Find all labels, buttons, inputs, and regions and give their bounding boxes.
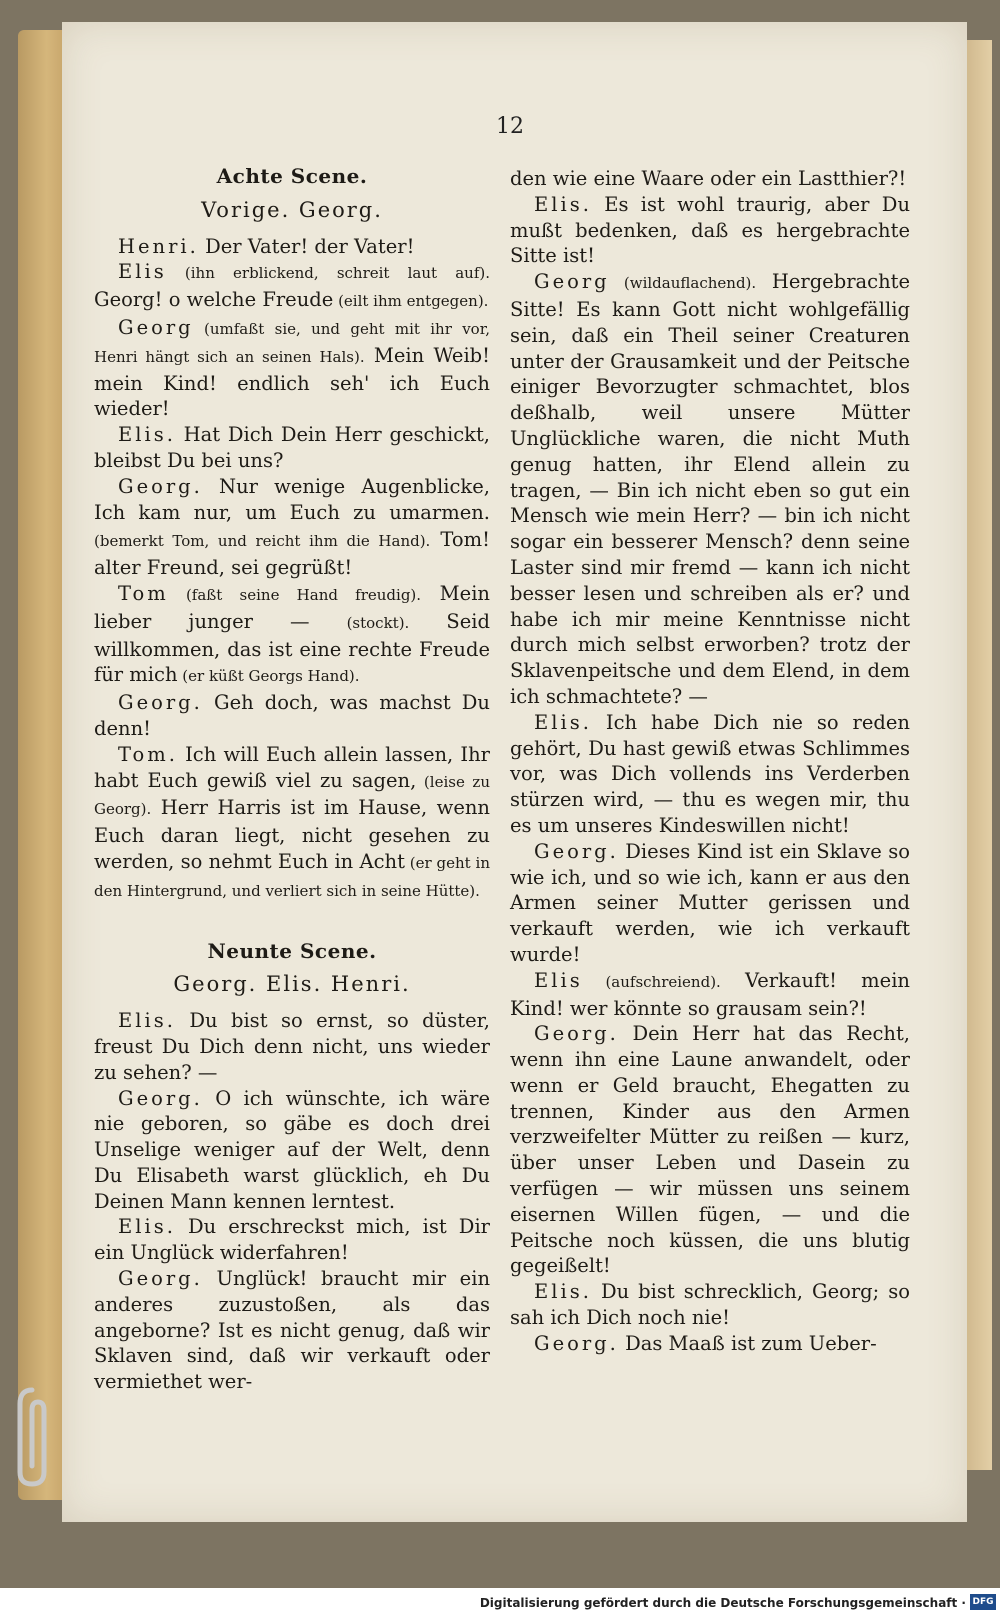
dialogue-line (510, 269, 910, 710)
dialogue-line (94, 581, 490, 690)
stage-direction: (leise zu Georg). (94, 772, 491, 819)
speaker-name: Georg. (118, 1086, 203, 1110)
stage-direction: (umfaßt sie, und geht mit ihr vor, Henri hängt sich an seinen Hals). (94, 319, 490, 366)
dialogue-text: Nur wenige Augenblicke, Ich kam nur, um Euch zu umarmen. (94, 474, 490, 524)
stage-direction: (eilt ihm entgegen). (333, 292, 489, 311)
speaker-name: Henri. (118, 234, 199, 258)
dialogue-text: Du erschreckst mich, ist Dir ein Unglück widerfahren! (94, 1215, 490, 1265)
scene-title: Neunte Scene. (207, 938, 377, 963)
dialogue-text: Du bist so ernst, so düster, freust Du Dich denn nicht, uns wieder zu sehen? — (94, 1009, 490, 1084)
stage-direction: (ihn erblickend, schreit laut auf). (166, 264, 490, 283)
dialogue-text: Verkauft! mein Kind! wer könnte so grausam sein?! (510, 968, 910, 1020)
scene-title: Achte Scene. (216, 164, 368, 188)
speaker-name: Georg. (534, 839, 619, 863)
dialogue-text: Dein Herr hat das Recht, wenn ihn eine Laune anwandelt, oder wenn er Geld braucht, Ehegatten zu trennen, Kinder aus den Armen verzweifelter Mütter zu reißen — kurz, über unser Leben und Dasein zu verfügen — wir müssen uns seinem eisernen Willen fügen, — und die Peitsche noch küssen, die uns blutig gegeißelt! (510, 1022, 910, 1278)
dialogue-text: Tom! alter Freund, sei gegrüßt! (94, 528, 490, 580)
speaker-name: Elis. (534, 192, 592, 216)
dialogue-text: Herr Harris ist im Hause, wenn Euch daran liegt, nicht gesehen zu werden, so nehmt Euch in Acht (94, 796, 490, 873)
stage-direction: (stockt). (346, 613, 410, 632)
dialogue-text: Geh doch, was machst Du denn! (94, 691, 490, 740)
right-column (510, 166, 910, 1357)
dialogue-block (510, 192, 910, 1357)
stage-direction: (er geht in den Hintergrund, und verliert sich in seine Hütte). (94, 853, 490, 900)
speaker-name: Elis. (534, 1280, 592, 1304)
speaker-name: Elis. (534, 710, 592, 734)
speaker-name: Georg (534, 270, 610, 294)
dialogue-line (510, 968, 910, 1022)
stage-direction: (wildauflachend). (609, 274, 757, 293)
dialogue-text: Hergebrachte Sitte! Es kann Gott nicht wohlgefällig sein, daß ein Theil seiner Creaturen unter der Grausamkeit und der Peitsche einiger Bevorzugter schmachtet, blos deßhalb, weil unsere Mütter Unglückliche waren, die nicht Muth genug hatten, ihr Elend allein zu tragen, — Bin ich nicht eben so gut ein Mensch wie mein Herr? — bin ich nicht sogar ein besserer Mensch? denn seine Laster sind mir fremd — kann ich nicht besser lesen und schreiben als er? und habe ich mir meine Kenntnisse nicht durch mich selbst erworben? trotz der Sklavenpeitsche und dem Elend, in dem ich schmachtete? — (510, 270, 911, 708)
paperclip-icon (12, 1380, 72, 1490)
dialogue-line (94, 1086, 490, 1215)
speaker-name: Georg. (534, 1331, 619, 1355)
dialogue-text: Mein lieber junger — (94, 581, 490, 633)
left-column (94, 158, 490, 1395)
dialogue-line (94, 234, 490, 260)
dialogue-line (94, 1214, 490, 1266)
dialogue-text: Du bist schrecklich, Georg; so sah ich Dich noch nie! (510, 1280, 910, 1330)
stage-direction: (bemerkt Tom, und reicht ihm die Hand). (94, 532, 431, 551)
scene-cast: Vorige. Georg. (201, 197, 383, 222)
dialogue-line (510, 1021, 910, 1279)
dialogue-line (94, 1266, 490, 1395)
dfg-logo-icon: DFG (970, 1594, 996, 1610)
dialogue-line (510, 1279, 910, 1331)
dialogue-text: Dieses Kind ist ein Sklave so wie ich, und so wie ich, kann er aus den Armen seiner Mutter gerissen und verkauft werden, wie ich verkauft wurde! (510, 839, 910, 966)
speaker-name: Elis. (118, 1009, 176, 1033)
speaker-name: Georg. (118, 474, 203, 498)
dialogue-text: Der Vater! der Vater! (198, 234, 415, 258)
stage-direction: (er küßt Georgs Hand). (177, 667, 360, 686)
dialogue-line (94, 422, 490, 474)
dialogue-text: Unglück! braucht mir ein anderes zuzustoßen, als das angeborne? Ist es nicht genug, daß wir Sklaven sind, daß wir verkauft oder vermiethet wer- (94, 1267, 490, 1394)
dialogue-text: Es ist wohl traurig, aber Du mußt bedenken, daß es hergebrachte Sitte ist! (510, 192, 910, 268)
dialogue-line (510, 1331, 910, 1357)
dialogue-line (94, 474, 490, 581)
stage-direction: (faßt seine Hand freudig). (168, 585, 422, 604)
dialogue-text: Hat Dich Dein Herr geschickt, bleibst Du bei uns? (94, 423, 490, 472)
dialogue-line (510, 710, 910, 839)
speaker-name: Tom. (118, 742, 178, 766)
book-cover-edge (18, 30, 66, 1500)
speaker-name: Tom (118, 581, 169, 605)
speaker-name: Elis (534, 968, 583, 992)
speaker-name: Georg. (118, 1267, 203, 1291)
dialogue-text: Georg! o welche Freude (94, 288, 334, 312)
speaker-name: Elis (118, 260, 167, 284)
dialogue-text: Mein Weib! mein Kind! endlich seh' ich Euch wieder! (94, 343, 490, 421)
dialogue-text: Seid willkommen, das ist eine rechte Freude für mich (94, 609, 490, 687)
speaker-name: Georg. (118, 691, 203, 715)
dialogue-line (510, 839, 910, 968)
dialogue-line (94, 315, 490, 422)
dialogue-text: Ich habe Dich nie so reden gehört, Du hast gewiß etwas Schlimmes vor, was Dich vollends ins Verderben stürzen wird, — thu es wegen mir, thu es um unseres Kindeswillen nicht! (510, 710, 910, 837)
dialogue-text: Ich will Euch allein lassen, Ihr habt Euch gewiß viel zu sagen, (94, 742, 490, 792)
dialogue-line (94, 690, 490, 742)
dialogue-text: Das Maaß ist zum Ueber- (618, 1331, 877, 1355)
speaker-name: Georg. (534, 1022, 619, 1046)
dialogue-block (94, 234, 490, 905)
dialogue-line (510, 192, 910, 269)
footer-credit: Digitalisierung gefördert durch die Deutsche Forschungsgemeinschaft · (479, 1596, 966, 1610)
stage-direction: (aufschreiend). (582, 972, 721, 991)
scene-cast: Georg. Elis. Henri. (173, 972, 411, 997)
dialogue-block (94, 1008, 490, 1395)
dialogue-line (94, 1008, 490, 1085)
dialogue-text: O ich wünschte, ich wäre nie geboren, so gäbe es doch drei Unselige weniger auf der Welt, denn Du Elisabeth warst glücklich, eh Du Deinen Mann kennen lerntest. (94, 1086, 490, 1213)
dialogue-line (94, 259, 490, 315)
speaker-name: Elis. (118, 1215, 176, 1239)
speaker-name: Georg (118, 315, 194, 339)
continued-line: den wie eine Waare oder ein Lastthier?! (510, 167, 907, 190)
speaker-name: Elis. (118, 423, 176, 447)
dialogue-line (94, 742, 490, 905)
page-number: 12 (496, 114, 524, 139)
